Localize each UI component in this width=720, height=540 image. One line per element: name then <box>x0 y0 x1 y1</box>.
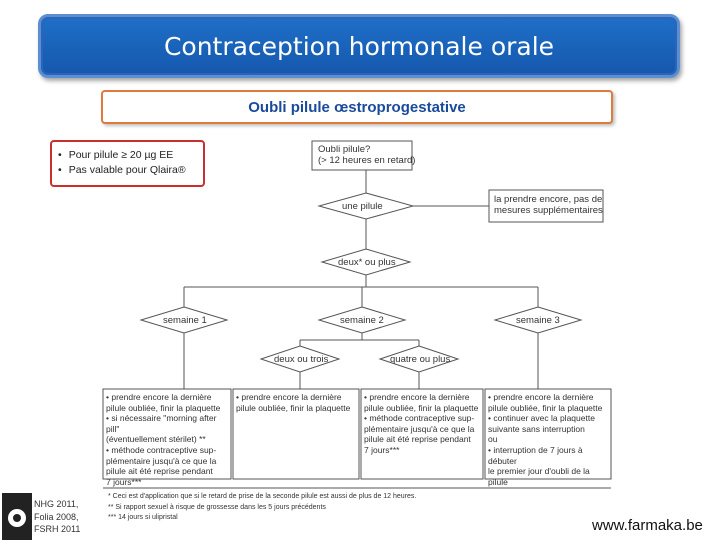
slide-subtitle: Oubli pilule œstroprogestative <box>101 90 613 124</box>
footnote-3: *** 14 jours si ulipristal <box>108 514 178 521</box>
slide-title: Contraception hormonale orale <box>38 14 680 78</box>
note-item: • Pour pilule ≥ 20 µg EE <box>58 148 203 163</box>
four-or-more-label: quatre ou plus <box>390 354 451 365</box>
week3-label: semaine 3 <box>516 315 560 326</box>
note-item: • Pas valable pour Qlaira® <box>58 163 203 178</box>
column-text-4: • prendre encore la dernière pilule oubliée, finir la plaquette • continuer avec la plaquette suivante sans interruption ou • interruption de 7 jours à débuter le premier jour d'oubli de la pilule <box>488 392 603 487</box>
references: NHG 2011, Folia 2008, FSRH 2011 <box>34 499 81 534</box>
two-or-more-label: deux* ou plus <box>338 257 396 268</box>
column-text-1: • prendre encore la dernière pilule oubliée, finir la plaquette • si nécessaire "morning after pill" (éventuellement stérilet) ** • méthode contraceptive sup- plémentaire jusqu'à ce que la pilule ait été reprise pendant 7 jours*** <box>106 392 221 487</box>
one-pill-action-label: la prendre encore, pas de mesures supplémentaires <box>494 194 603 216</box>
farmaka-logo <box>2 493 32 540</box>
week2-label: semaine 2 <box>340 315 384 326</box>
week1-label: semaine 1 <box>163 315 207 326</box>
footnote-2: ** Si rapport sexuel à risque de grossesse dans les 5 jours précédents <box>108 504 326 511</box>
website-link[interactable]: www.farmaka.be <box>592 517 703 534</box>
footnote-1: * Ceci est d'application que si le retard de prise de la seconde pilule est aussi de plus de 12 heures. <box>108 493 417 500</box>
column-text-3: • prendre encore la dernière pilule oubliée, finir la plaquette • méthode contraceptive sup- plémentaire jusqu'à ce que la pilule ait été reprise pendant 7 jours*** <box>364 392 479 455</box>
start-label: Oubli pilule? (> 12 heures en retard) <box>318 144 416 166</box>
one-pill-label: une pilule <box>342 201 383 212</box>
two-or-three-label: deux ou trois <box>274 354 329 365</box>
column-text-2: • prendre encore la dernière pilule oubliée, finir la plaquette <box>236 392 351 413</box>
